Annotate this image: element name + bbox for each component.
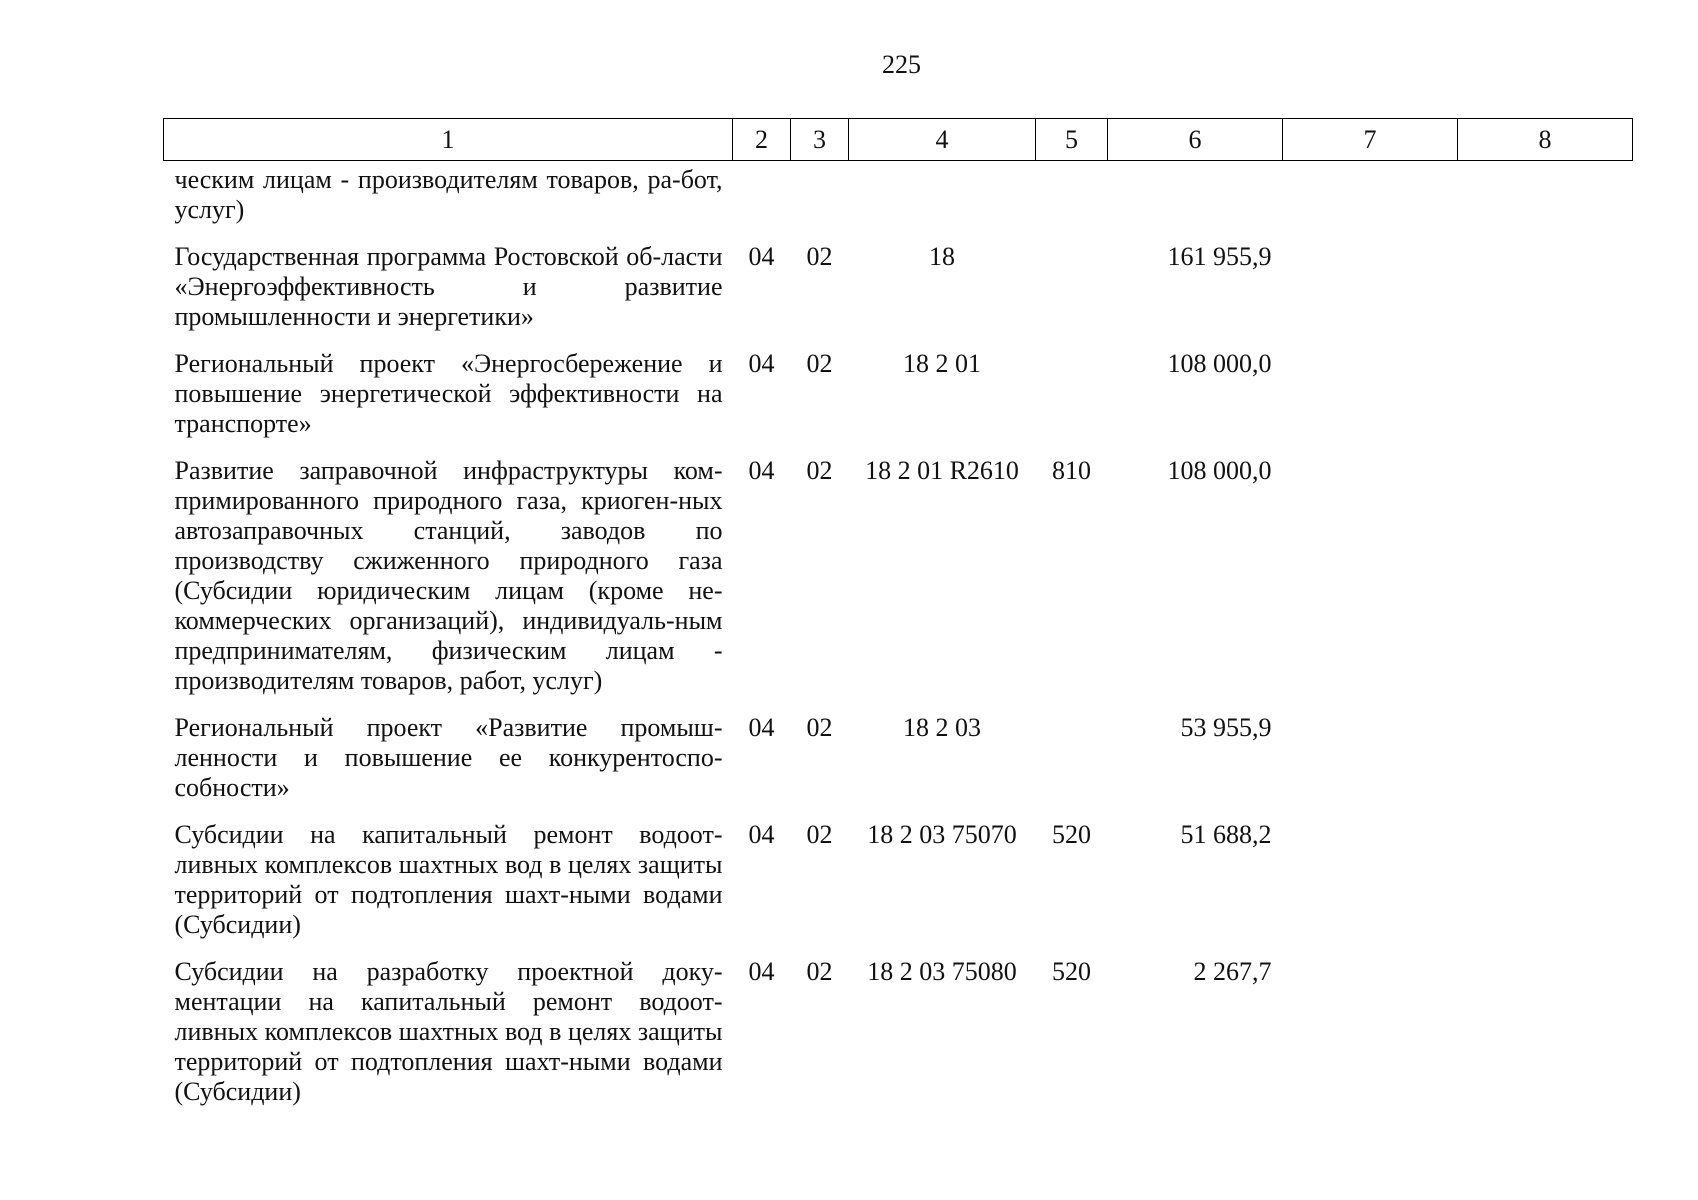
expense-type-code	[1036, 232, 1108, 339]
subsection-code: 02	[806, 242, 833, 271]
page-number: 225	[882, 50, 921, 79]
column-8-value	[1458, 161, 1633, 233]
column-7-value	[1283, 810, 1458, 947]
column-7-value	[1283, 446, 1458, 703]
target-article-code: 18	[929, 242, 955, 271]
expense-type-code	[1036, 339, 1108, 446]
column-header-6: 6	[1108, 119, 1283, 161]
target-article-code: 18 2 03	[903, 713, 981, 742]
target-article-code: 18 2 01 R2610	[865, 456, 1019, 485]
expense-type-code	[1036, 703, 1108, 810]
amount: 161 955,9	[1167, 242, 1272, 271]
table-row	[164, 339, 1633, 446]
amount: 53 955,9	[1180, 713, 1272, 742]
column-header-8: 8	[1458, 119, 1633, 161]
section-code: 04	[748, 456, 775, 485]
amount: 2 267,7	[1193, 957, 1272, 986]
table-row	[164, 947, 1633, 1114]
expense-type-code: 520	[1052, 957, 1091, 986]
row-name: Субсидии на разработку проектной доку-ментации на капитальный ремонт водоот-ливных комплексов шахтных вод в целях защиты территорий от подтопления шахт-ными водами (Субсидии)	[174, 957, 723, 1106]
expense-type-code: 810	[1052, 456, 1091, 485]
column-number-row	[164, 119, 1633, 161]
row-name: ческим лицам - производителям товаров, ра-бот, услуг)	[174, 165, 723, 224]
column-8-value	[1458, 446, 1633, 703]
section-code: 04	[748, 242, 775, 271]
column-7-value	[1283, 232, 1458, 339]
budget-table	[163, 118, 1633, 1114]
row-name: Региональный проект «Энергосбережение и повышение энергетической эффективности на транспорте»	[174, 349, 723, 438]
column-8-value	[1458, 703, 1633, 810]
amount: 108 000,0	[1167, 456, 1272, 485]
table-row	[164, 446, 1633, 703]
column-7-value	[1283, 339, 1458, 446]
table-row	[164, 703, 1633, 810]
table-row	[164, 161, 1633, 233]
target-article-code: 18 2 01	[903, 349, 981, 378]
column-7-value	[1283, 947, 1458, 1114]
section-code: 04	[748, 349, 775, 378]
table-row	[164, 810, 1633, 947]
subsection-code: 02	[806, 713, 833, 742]
amount	[1108, 161, 1283, 233]
column-7-value	[1283, 161, 1458, 233]
budget-table-container	[163, 118, 1633, 1114]
target-article-code: 18 2 03 75070	[867, 820, 1017, 849]
section-code: 04	[748, 957, 775, 986]
column-8-value	[1458, 339, 1633, 446]
column-8-value	[1458, 232, 1633, 339]
column-header-7: 7	[1283, 119, 1458, 161]
target-article-code: 18 2 03 75080	[867, 957, 1017, 986]
subsection-code: 02	[806, 957, 833, 986]
amount: 51 688,2	[1180, 820, 1272, 849]
column-8-value	[1458, 947, 1633, 1114]
column-header-4: 4	[849, 119, 1036, 161]
target-article-code	[849, 161, 1036, 233]
column-header-2: 2	[733, 119, 791, 161]
amount: 108 000,0	[1167, 349, 1272, 378]
column-8-value	[1458, 810, 1633, 947]
expense-type-code	[1036, 161, 1108, 233]
section-code	[733, 161, 791, 233]
section-code: 04	[748, 713, 775, 742]
row-name: Государственная программа Ростовской об-ласти «Энергоэффективность и развитие промышленности и энергетики»	[174, 242, 723, 331]
subsection-code: 02	[806, 456, 833, 485]
row-name: Развитие заправочной инфраструктуры ком-примированного природного газа, криоген-ных автозаправочных станций, заводов по производству сжиженного природного газа (Субсидии юридическим лицам (кроме не-коммерческих организаций), индивидуаль-ным предпринимателям, физическим лицам - производителям товаров, работ, услуг)	[174, 456, 723, 695]
section-code: 04	[748, 820, 775, 849]
subsection-code	[791, 161, 849, 233]
column-header-5: 5	[1036, 119, 1108, 161]
column-header-3: 3	[791, 119, 849, 161]
table-row	[164, 232, 1633, 339]
row-name: Субсидии на капитальный ремонт водоот-ливных комплексов шахтных вод в целях защиты территорий от подтопления шахт-ными водами (Субсидии)	[174, 820, 723, 939]
expense-type-code: 520	[1052, 820, 1091, 849]
column-header-1: 1	[164, 119, 733, 161]
subsection-code: 02	[806, 349, 833, 378]
column-7-value	[1283, 703, 1458, 810]
subsection-code: 02	[806, 820, 833, 849]
row-name: Региональный проект «Развитие промыш-ленности и повышение ее конкурентоспо-собности»	[174, 713, 723, 802]
